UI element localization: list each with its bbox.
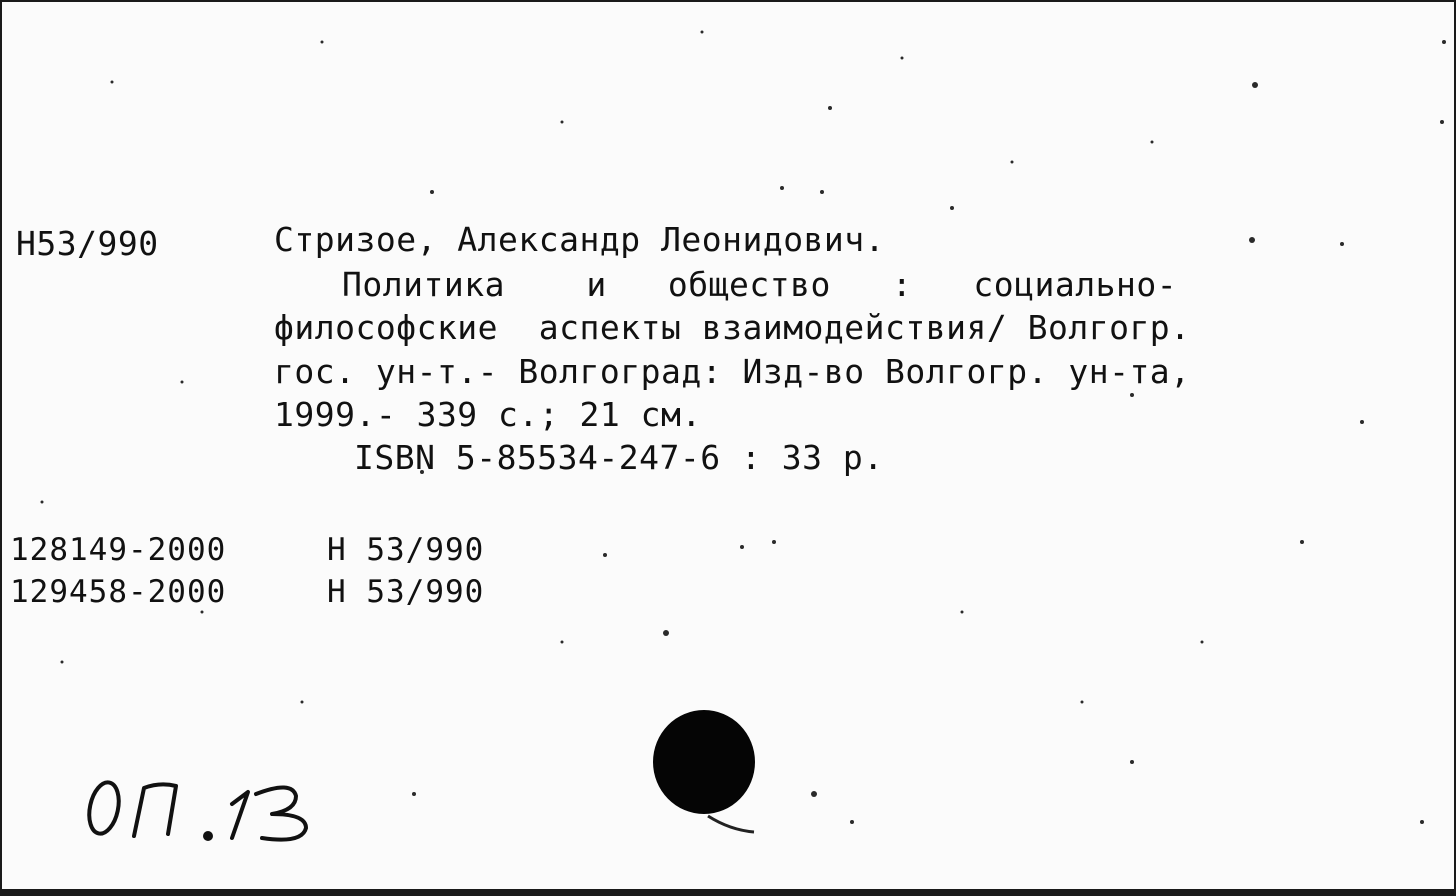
title-line-2: философские аспекты взаимодействия/ Волгогр. [274,308,1191,347]
handwritten-note [82,762,342,852]
inventory-number: 129458-2000 [10,574,227,610]
inventory-shelf-mark: Н 53/990 [327,574,485,610]
inventory-number: 128149-2000 [10,532,227,568]
punch-hole [650,706,762,836]
physical-description: 1999.- 339 с.; 21 см. [274,395,702,434]
isbn-price: ISBN 5-85534-247-6 : 33 р. [354,438,884,477]
inventory-shelf-mark: Н 53/990 [327,532,485,568]
publication-line: гос. ун-т.- Волгоград: Изд-во Волгогр. ун-та, [274,352,1191,391]
call-number: Н53/990 [16,224,159,263]
title-line-1: Политика и общество : социально- [342,265,1178,304]
author-heading: Стризое, Александр Леонидович. [274,220,886,259]
